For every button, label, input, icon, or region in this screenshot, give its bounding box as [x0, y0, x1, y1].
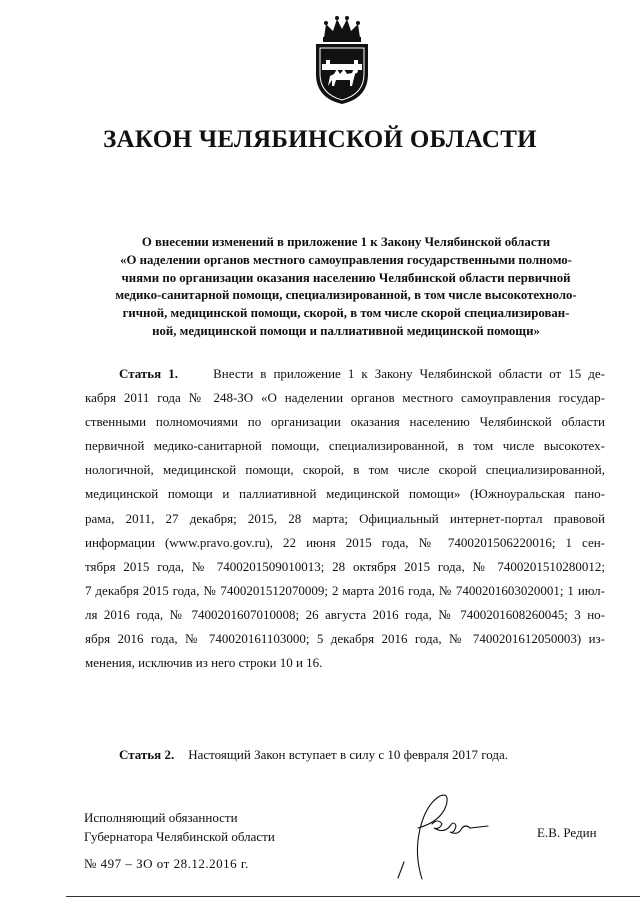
article-1-line: 7 декабря 2015 года, № 7400201512070009; 2 марта 2016 года, № 7400201603020001; 1 июл-	[85, 582, 605, 598]
article-1-line: ля 2016 года, № 7400201607010008; 26 августа 2016 года, № 7400201608260045; 3 но-	[85, 606, 605, 622]
document-number: № 497 – ЗО от 28.12.2016 г.	[84, 856, 249, 871]
article-1-line: менения, исключив из него строки 10 и 16.	[85, 655, 323, 671]
article-1-heading: Статья 1.	[119, 366, 178, 381]
signer-position-line: Губернатора Челябинской области	[84, 829, 275, 844]
law-subject	[86, 234, 606, 341]
article-1-line: ственными полномочиями по организации оказания населению Челябинской области	[85, 414, 605, 430]
signer-position	[84, 808, 275, 846]
signer-name: Е.В. Редин	[537, 825, 597, 840]
handwritten-signature	[392, 784, 502, 884]
subject-line: чиями по организации оказания населению Челябинской области первичной	[121, 270, 571, 285]
coat-of-arms-icon	[306, 14, 378, 106]
subject-line: «О наделении органов местного самоуправления государственными полномо-	[120, 252, 572, 267]
signer-position-line: Исполняющий обязанности	[84, 810, 238, 825]
scan-edge-divider	[66, 896, 640, 897]
article-1-line: Статья 1. Внести в приложение 1 к Закону Челябинской области от 15 де-	[119, 366, 606, 381]
subject-line: гичной, медицинской помощи, скорой, в том числе скорой специализирован-	[122, 306, 570, 321]
article-1-line: медицинской помощи и паллиативной медицинской помощи» (Южноуральская пано-	[85, 486, 605, 502]
article-1-line: информации (www.pravo.gov.ru), 22 июня 2015 года, № 7400201506220016; 1 сен-	[85, 534, 605, 550]
article-1	[85, 362, 605, 675]
article-1-line: кабря 2011 года № 248-ЗО «О наделении органов местного самоуправления государ-	[85, 390, 605, 406]
article-2-text: Настоящий Закон вступает в силу с 10 февраля 2017 года.	[188, 747, 509, 762]
article-1-line: тября 2015 года, № 7400201509010013; 28 октября 2015 года, № 7400201510280012;	[85, 558, 605, 574]
article-1-line: первичной медико-санитарной помощи, специализированной, в том числе высокотех-	[85, 438, 605, 454]
law-title: ЗАКОН ЧЕЛЯБИНСКОЙ ОБЛАСТИ	[103, 126, 537, 153]
subject-line: ной, медицинской помощи и паллиативной медицинской помощи»	[152, 323, 540, 338]
article-2	[119, 747, 508, 763]
article-1-line: ября 2016 года, № 740020161103000; 5 декабря 2016 года, № 7400201612050003) из-	[85, 631, 605, 647]
subject-line: медико-санитарной помощи, специализированной, в том числе высокотехноло-	[115, 288, 577, 303]
article-2-heading: Статья 2.	[119, 747, 175, 762]
subject-line: О внесении изменений в приложение 1 к Закону Челябинской области	[141, 235, 551, 249]
article-1-line: нологичной, медицинской помощи, скорой, в том числе скорой специализированной,	[85, 462, 605, 478]
article-1-line: рама, 2011, 27 декабря; 2015, 28 марта; Официальный интернет-портал правовой	[85, 510, 605, 526]
